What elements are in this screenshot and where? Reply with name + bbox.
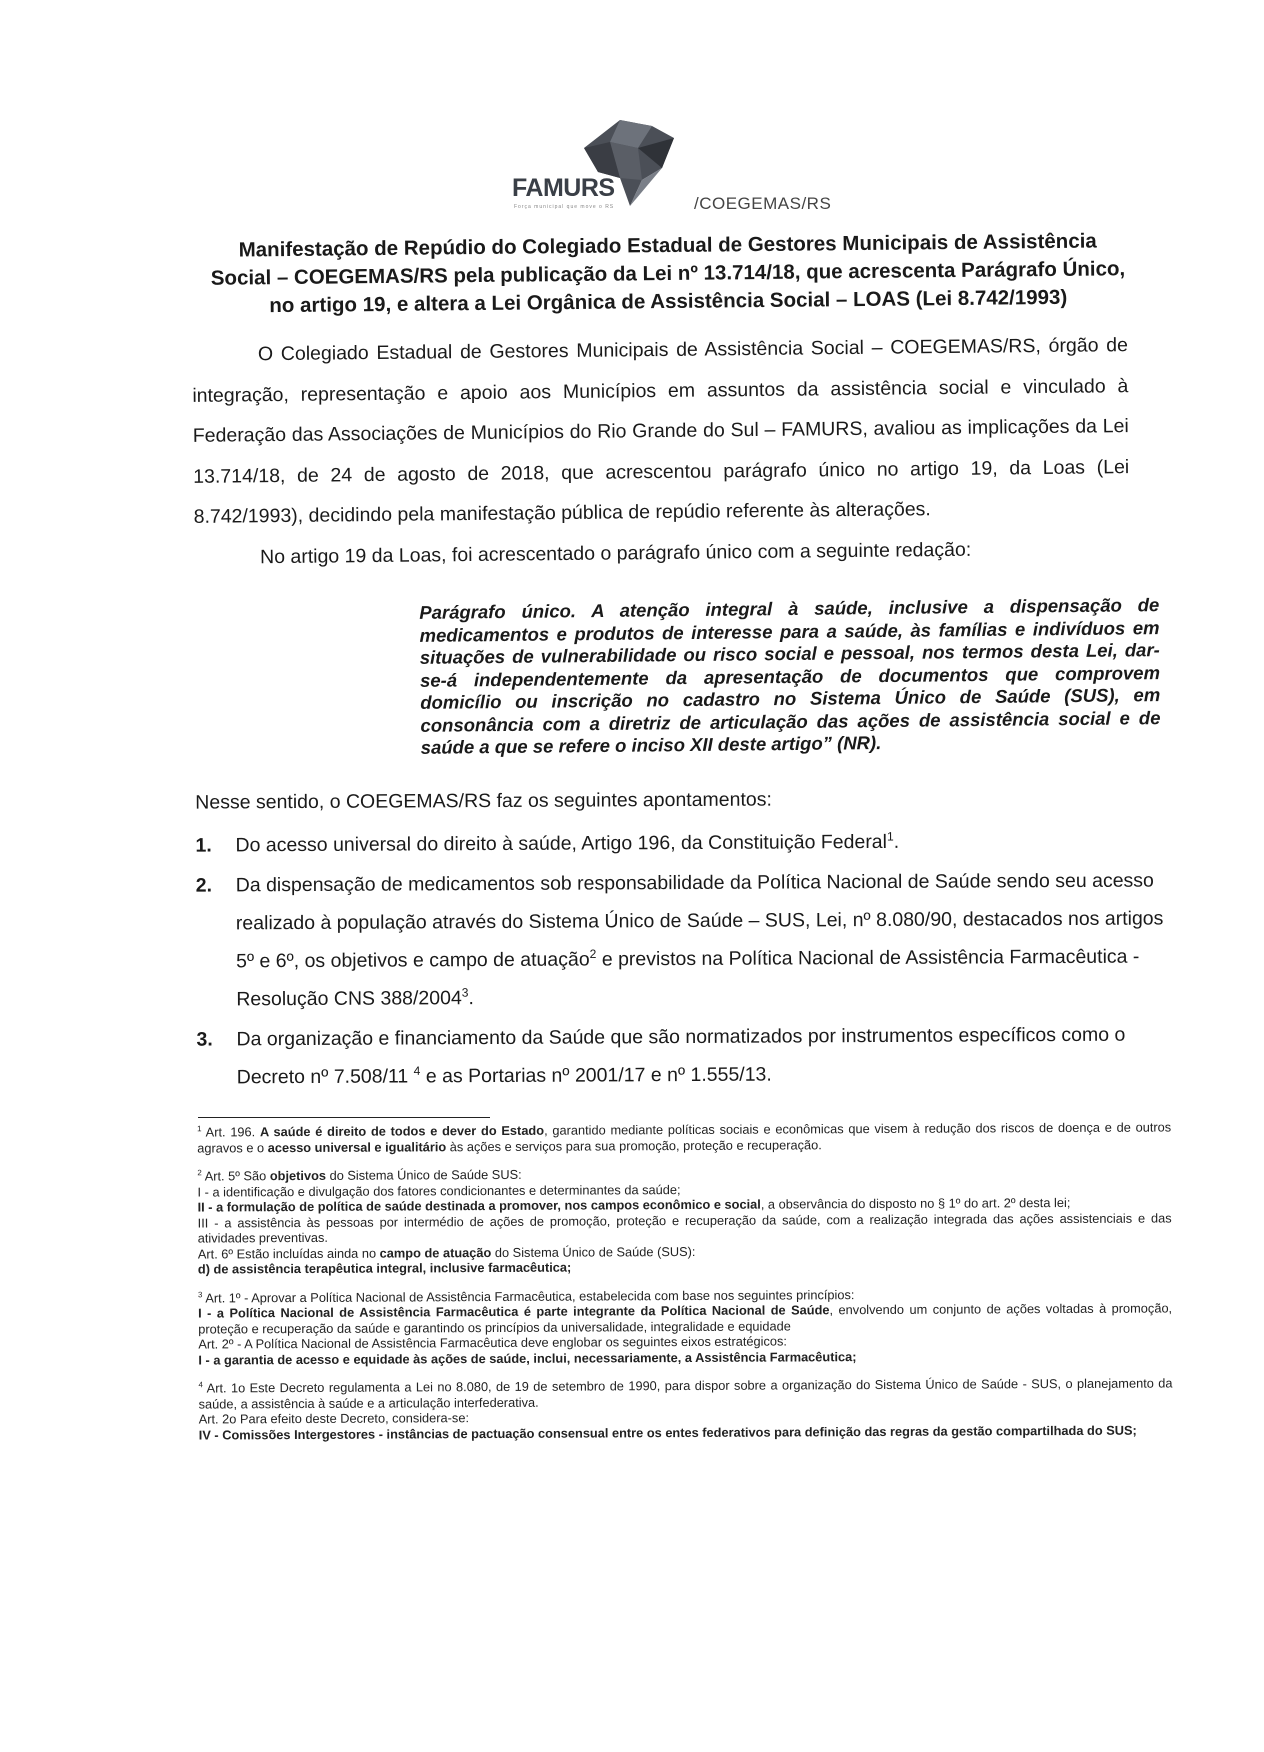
item-text: . — [468, 987, 474, 1010]
footnote-ref: 3 — [461, 985, 469, 1000]
footnote-mark: 1 — [197, 1124, 202, 1134]
points-list — [195, 821, 1176, 1096]
points-section — [195, 783, 1177, 1098]
footnote-text: Art. 6º Estão incluídas ainda no — [197, 1245, 377, 1262]
footnote-line: I - a garantia de acesso e equidade às ações de saúde, inclui, necessariamente, a Assistência Farmacêutica; — [198, 1348, 857, 1368]
item-text: Da organização e financiamento da Saúde que são normatizados por instrumentos específicos como o Decreto nº 7.508/11 — [236, 1023, 1126, 1089]
list-item — [196, 1015, 1176, 1096]
points-intro: Nesse sentido, o COEGEMAS/RS faz os seguintes apontamentos: — [195, 788, 772, 814]
item-text: e as Portarias nº 2001/17 e nº 1.555/13. — [420, 1063, 772, 1088]
footnote-bold: acesso universal e igualitário — [267, 1138, 447, 1155]
footnote-1 — [197, 1119, 1171, 1155]
footnote-text: Art. 196. — [205, 1124, 256, 1140]
footnotes — [197, 1119, 1173, 1455]
paragraph-article-19: No artigo 19 da Loas, foi acrescentado o parágrafo único com a seguinte redação: — [259, 538, 972, 568]
logo-text: FAMURS — [512, 174, 615, 202]
footnote-2 — [197, 1163, 1172, 1277]
letterhead — [0, 110, 1264, 220]
item-text: e previstos na Política Nacional de Assistência Farmacêutica - Resolução CNS 388/2004 — [236, 945, 1140, 1011]
footnote-text: Art. 1º - Aprovar a Política Nacional de Assistência Farmacêutica, estabelecida com base nos seguintes princípios: — [205, 1286, 855, 1306]
list-item — [195, 821, 1175, 864]
document-title: Manifestação de Repúdio do Colegiado Estadual de Gestores Municipais de Assistência Social – COEGEMAS/RS pela publicação da Lei nº 13.714/18, que acrescenta Parágrafo Único, no artigo 19, e altera a Lei Orgânica de Assistência Social – LOAS (Lei 8.742/1993) — [210, 229, 1126, 318]
footnote-bold: A saúde é direito de todos e dever do Estado — [259, 1122, 545, 1140]
footnote-text: , garantido mediante políticas sociais e econômicas que visem à redução dos riscos de doença e de outros agravos e o — [197, 1119, 1172, 1156]
footnote-line: IV - Comissões Intergestores - instâncias de pactuação consensual entre os entes federativos para definição das regras da gestão compartilhada do SUS; — [198, 1422, 1137, 1443]
footnote-line: Art. 2o Para efeito deste Decreto, considera-se: — [198, 1410, 470, 1427]
footnote-line: d) de assistência terapêutica integral, inclusive farmacêutica; — [197, 1259, 572, 1277]
footnote-mark: 2 — [197, 1168, 202, 1178]
item-text: Da dispensação de medicamentos sob responsabilidade da Política Nacional de Saúde sendo seu acesso realizado à população através do Sistema Único de Saúde – SUS, Lei, nº 8.080/90, destacados nos artigos 5º e 6º, os objetivos e campo de atuação — [235, 869, 1164, 973]
logo-tagline: Força municipal que move o RS — [514, 204, 615, 210]
footnote-bold: II - a formulação de política de saúde destinada a promover, nos campos econômico e social — [197, 1196, 761, 1215]
footnote-bold: objetivos — [269, 1167, 327, 1184]
footnote-ref: 2 — [589, 946, 597, 962]
footnote-bold: I - a Política Nacional de Assistência Farmacêutica é parte integrante da Política Nacional de Saúde — [198, 1302, 830, 1321]
footnote-text: Art. 5º São — [204, 1168, 267, 1184]
item-text: Do acesso universal do direito à saúde, Artigo 196, da Constituição Federal — [235, 830, 888, 857]
quoted-paragraph: Parágrafo único. A atenção integral à saúde, inclusive a dispensação de medicamentos e produtos de interesse para a saúde, às famílias e indivíduos em situações de vulnerabilidade ou risco social e pessoal, nos termos desta Lei, dar-se-á independentemente da apresentação de documentos que comprovem domicílio ou inscrição no cadastro no Sistema Único de Saúde (SUS), em consonância com a diretriz de articulação das ações de assistência social e de saúde a que se refere o inciso XII deste artigo” (NR). — [419, 594, 1161, 758]
footnote-4 — [198, 1375, 1172, 1442]
footnote-3 — [198, 1285, 1172, 1368]
footnote-line: I - a identificação e divulgação dos fatores condicionantes e determinantes da saúde; — [197, 1181, 681, 1200]
footnote-text: do Sistema Único de Saúde (SUS): — [491, 1243, 696, 1260]
paragraph-intro: O Colegiado Estadual de Gestores Municipais de Assistência Social – COEGEMAS/RS, órgão de integração, representação e apoio aos Municípios em assuntos da assistência social e vinculado à Federação das Associações de Municípios do Rio Grande do Sul – FAMURS, avaliou as implicações da Lei 13.714/18, de 24 de agosto de 2018, que acrescentou parágrafo único no artigo 19, da Loas (Lei 8.742/1993), decidindo pela manifestação pública de repúdio referente às alterações. — [192, 334, 1130, 528]
footnote-text: Art. 1o Este Decreto regulamenta a Lei no 8.080, de 19 de setembro de 1990, para dispor sobre a organização do Sistema Único de Saúde - SUS, o planejamento da saúde, a assistência à saúde e a articulação interfederativa. — [198, 1375, 1173, 1412]
list-item — [196, 861, 1177, 1018]
item-number: 1. — [195, 834, 212, 857]
item-text: . — [893, 830, 900, 853]
footnote-text: do Sistema Único de Saúde SUS: — [325, 1166, 522, 1183]
footnote-bold: campo de atuação — [379, 1244, 492, 1261]
item-number: 2. — [195, 874, 213, 897]
item-number: 3. — [196, 1028, 213, 1051]
footnote-line: III - a assistência às pessoas por intermédio de ações de promoção, proteção e recuperação da saúde, com a realização integrada das ações assistenciais e das atividades preventivas. — [197, 1209, 1172, 1246]
footnote-mark: 4 — [198, 1380, 203, 1390]
body-text — [192, 325, 1130, 578]
footnote-divider — [198, 1117, 490, 1118]
footnote-mark: 3 — [198, 1289, 203, 1299]
footnote-text: , envolvendo um conjunto de ações voltadas à promoção, proteção e recuperação da saúde e garantindo os princípios da universalidade, integralidade e equidade — [198, 1300, 1173, 1337]
footnote-ref: 1 — [886, 829, 894, 844]
org-tag: /COEGEMAS/RS — [694, 194, 832, 213]
footnote-ref: 4 — [413, 1063, 421, 1078]
footnote-line: Art. 2º - A Política Nacional de Assistência Farmacêutica deve englobar os seguintes eixos estratégicos: — [198, 1333, 787, 1352]
footnote-text: , a observância do disposto no § 1º do art. 2º desta lei; — [760, 1194, 1071, 1212]
footnote-text: às ações e serviços para sua promoção, proteção e recuperação. — [446, 1136, 822, 1154]
